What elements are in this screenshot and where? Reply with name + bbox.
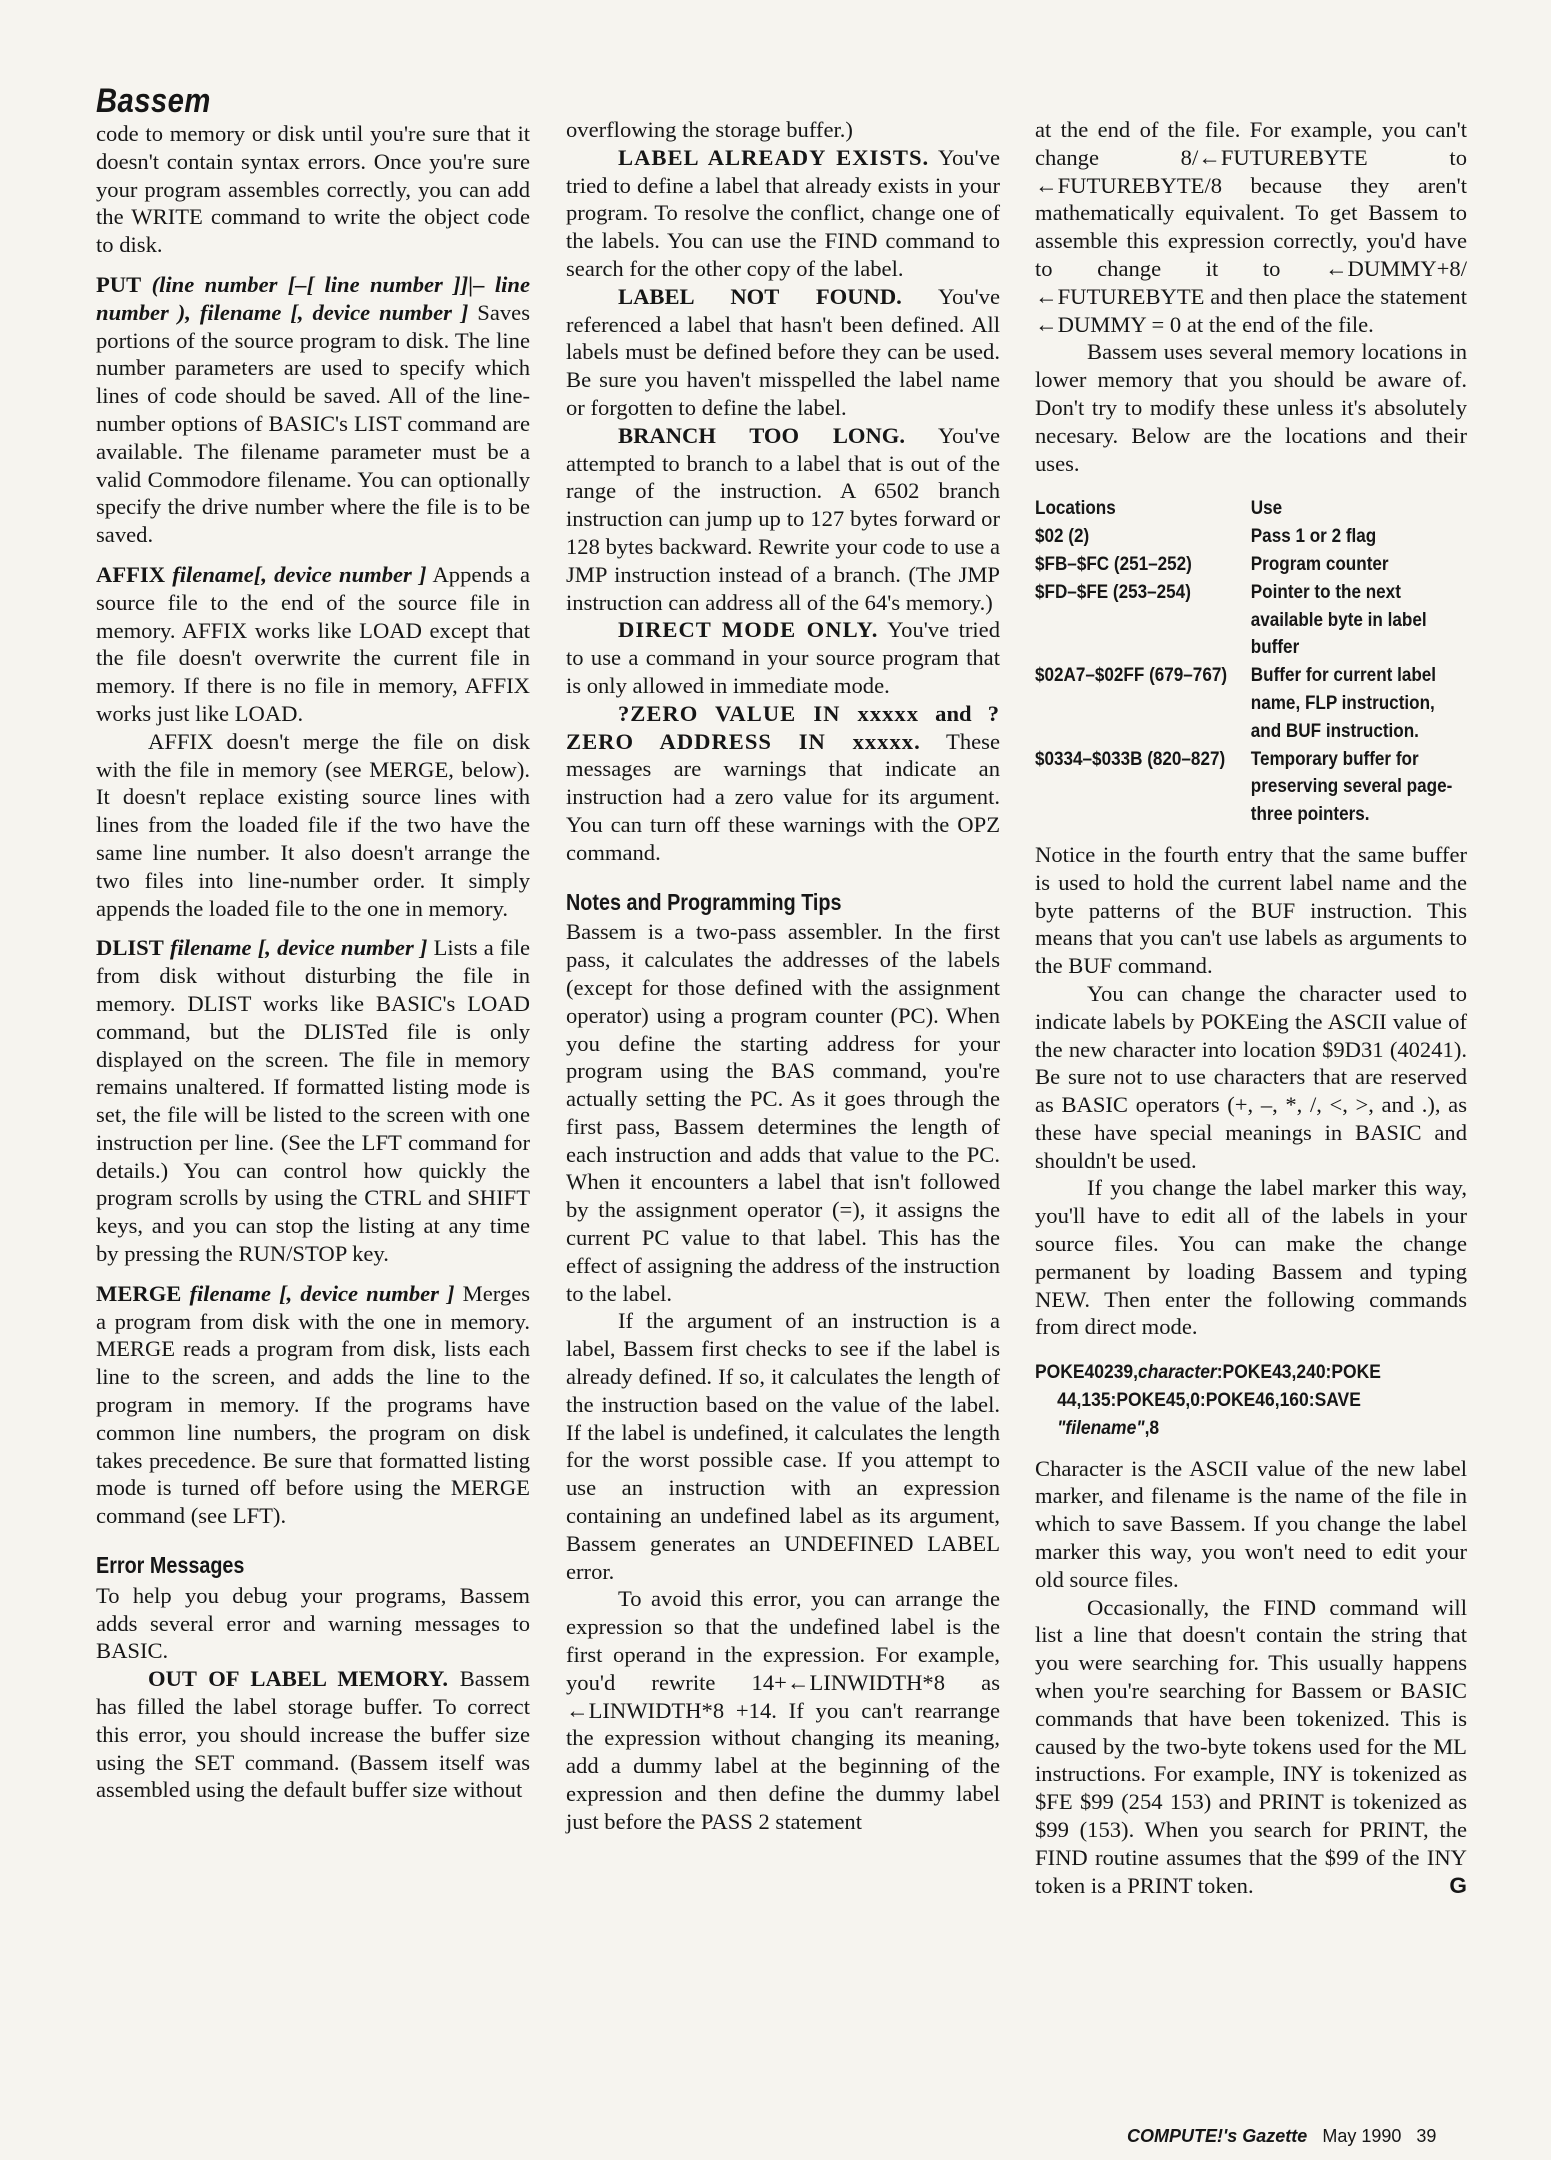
page-footer (1127, 2126, 1436, 2147)
error-label: ?ZERO ADDRESS IN xxxxx. (566, 700, 1000, 754)
table-row (1035, 662, 1467, 745)
command-desc: Lists a file from disk without disturbing the file in memory. DLIST works like BASIC's LOAD command, but the DLISTed file is only displayed on the screen. The file in memory remains unaltered. If formatted listing mode is set, the file will be listed to the screen with one instruction per line. (See the LFT command for details.) You can control how quickly the program scrolls by using the CTRL and SHIFT keys, and you can stop the listing at any time by pressing the RUN/STOP key. (96, 935, 530, 1267)
column-1 (96, 120, 530, 1804)
location-cell: $FB–$FC (251–252) (1035, 553, 1192, 575)
error-label: DIRECT MODE ONLY. (618, 617, 879, 643)
table-header: Use (1250, 498, 1283, 520)
command-name: MERGE (96, 1280, 182, 1306)
affix-entry (96, 561, 530, 728)
paragraph: Bassem is a two-pass assembler. In the first pass, it calculates the addresses of the labels (except for those defined with the assignment operator) using a program counter (PC). When you define the starting address for your program using the BAS command, you're actually setting the PC. As it goes through the first pass, Bassem determines the length of each instruction and adds that value to the PC. When it encounters a label that isn't followed by the assignment operator (=), it assigns the current PC value to that label. This has the effect of assigning the address of the instruction to the label. (566, 919, 1000, 1306)
table-header: Locations (1035, 498, 1116, 520)
command-args: filename [, device number ] (189, 1280, 455, 1306)
use-cell: Pointer to the next available byte in label buffer (1250, 581, 1427, 659)
code-line (1035, 1359, 1464, 1387)
error-desc: You've referenced a label that hasn't been defined. All labels must be defined before they can be used. Be sure you haven't misspelled the label name or forgotten to define the label. (566, 283, 1001, 420)
command-args: filename [, device number ] (170, 935, 428, 961)
error-entry (566, 422, 1000, 617)
command-name: AFFIX (96, 561, 166, 587)
poke-code-listing (1035, 1359, 1464, 1442)
page-number: 39 (1416, 2126, 1437, 2146)
paragraph-text: Occasionally, the FIND command will list a line that doesn't contain the string that you were searching for. This usually happens when you're searching for Bassem or BASIC commands that have been tokenized. This is caused by the two-byte tokens used for the ML instructions. For example, INY is tokenized as $FE $99 (254 153) and PRINT is tokenized as $99 (153). When you search for PRINT, the FIND routine assumes that the $99 of the INY token is a PRINT token. (1035, 1594, 1467, 1898)
merge-entry (96, 1280, 530, 1530)
error-label: ?ZERO VALUE IN xxxxx (618, 700, 920, 726)
paragraph: To help you debug your programs, Bassem adds several error and warning messages to BASIC. (96, 1582, 530, 1664)
table-row (1035, 579, 1467, 662)
error-entry (96, 1665, 530, 1804)
paragraph: AFFIX doesn't merge the file on disk with the file in memory (see MERGE, below). It doesn't replace existing source lines with lines from the loaded file if the two have the same line number. It also doesn't arrange the two files into line-number order. It simply appends the loaded file to the one in memory. (96, 728, 530, 921)
dlist-entry (96, 934, 530, 1268)
code-text: POKE40239, (1035, 1362, 1139, 1384)
use-cell: Program counter (1250, 553, 1389, 575)
use-cell: Buffer for current label name, FLP instruction, and BUF instruction. (1250, 665, 1437, 742)
location-cell: $02 (2) (1035, 526, 1090, 548)
table-header-row (1035, 495, 1467, 523)
command-desc: Merges a program from disk with the one in memory. MERGE reads a program from disk, lists each line to the screen, and adds the line to the program in memory. If the programs have common line numbers, the program on disk takes precedence. Be sure that formatted listing mode is turned off before using the MERGE command (see LFT). (96, 1280, 531, 1529)
error-and: and (919, 700, 988, 726)
table-row (1035, 523, 1467, 551)
location-cell: $02A7–$02FF (679–767) (1035, 665, 1228, 687)
column-2 (566, 116, 1000, 1836)
paragraph: overflowing the storage buffer.) (566, 117, 853, 142)
error-desc: You've attempted to branch to a label that is out of the range of the instruction. A 6502 branch instruction can jump up to 127 bytes forward or 128 bytes backward. Rewrite your code to use a JMP instruction instead of a branch. (The JMP instruction can address all of the 64's memory.) (566, 422, 1000, 615)
location-cell: $0334–$033B (820–827) (1035, 748, 1226, 770)
notes-heading: Notes and Programming Tips (566, 888, 842, 915)
command-desc: Saves portions of the source program to disk. The line number parameters are used to specify which lines of code should be saved. All of the line-number options of BASIC's LIST command are available. The filename parameter must be a valid Commodore filename. You can optionally specify the drive number where the file is to be saved. (96, 299, 530, 548)
code-param: character (1138, 1362, 1217, 1384)
code-line (1035, 1415, 1464, 1443)
command-args: filename[, device number ] (172, 561, 427, 587)
column-3 (1035, 116, 1467, 1899)
error-label: OUT OF LABEL MEMORY. (148, 1666, 449, 1692)
error-desc: Bassem has filled the label storage buffer. To correct this error, you should increase the buffer size using the SET command. (Bassem itself was assembled using the default buffer size without (96, 1666, 531, 1803)
paragraph: To avoid this error, you can arrange the expression so that the undefined label is the first operand in the expression. For example, you'd rewrite 14+←LINWIDTH*8 as ←LINWIDTH*8 +14. If you can't rearrange the expression without changing its meaning, add a dummy label at the beginning of the expression and then define the dummy label just before the PASS 2 statement (566, 1586, 1000, 1834)
paragraph: You can change the character used to indicate labels by POKEing the ASCII value of the new character into location $9D31 (40241). Be sure not to use characters that are reserved as BASIC operators (+, –, *, /, <, >, and .), as these have special meanings in BASIC and shouldn't be used. (1035, 980, 1467, 1173)
paragraph: at the end of the file. For example, you can't change 8/←FUTUREBYTE to ←FUTUREBYTE/8 because they aren't mathematically equivalent. To get Bassem to assemble this expression correctly, you'd have to change it to ←DUMMY+8/←FUTUREBYTE and then place the statement ←DUMMY = 0 at the end of the file. (1035, 117, 1467, 337)
code-text: ,8 (1144, 1417, 1160, 1439)
use-cell: Pass 1 or 2 flag (1250, 526, 1377, 548)
paragraph: Character is the ASCII value of the new label marker, and filename is the name of the file in which to save Bassem. If you change the label marker this way, you won't need to edit your old source files. (1035, 1455, 1467, 1592)
code-param: "filename" (1057, 1417, 1145, 1439)
error-entry (566, 700, 1000, 867)
code-line: 44,135:POKE45,0:POKE46,160:SAVE (1057, 1390, 1361, 1412)
error-label: LABEL ALREADY EXISTS. (618, 144, 930, 170)
code-text: :POKE43,240:POKE (1216, 1362, 1381, 1384)
table-row (1035, 551, 1467, 579)
error-label: BRANCH TOO LONG. (618, 422, 906, 448)
paragraph: code to memory or disk until you're sure that it doesn't contain syntax errors. Once you're sure your program assembles correctly, you can add the WRITE command to write the object code to disk. (96, 121, 530, 258)
error-entry (566, 283, 1000, 422)
section-title: Bassem (96, 82, 211, 120)
command-desc: Appends a source file to the end of the source file in memory. AFFIX works like LOAD except that the file doesn't overwrite the current file in memory. If there is no file in memory, AFFIX works just like LOAD. (96, 561, 530, 726)
command-name: DLIST (96, 935, 164, 961)
error-entry (566, 144, 1000, 283)
end-mark: G (1449, 1872, 1467, 1898)
issue-date: May 1990 (1322, 2126, 1402, 2146)
paragraph: If the argument of an instruction is a label, Bassem first checks to see if the label is already defined. If so, it calculates the length of the instruction based on the value of the label. If the label is undefined, it calculates the length for the worst possible case. If you attempt to use an instruction with an expression containing an undefined label as its argument, Bassem generates an UNDEFINED LABEL error. (566, 1308, 1000, 1584)
put-entry (96, 271, 530, 549)
magazine-name: COMPUTE!'s Gazette (1127, 2126, 1308, 2146)
use-cell: Temporary buffer for preserving several page-three pointers. (1250, 748, 1453, 826)
error-messages-heading: Error Messages (96, 1552, 245, 1579)
error-desc: These messages are warnings that indicate an instruction had a zero value for its argument. You can turn off these warnings with the OPZ command. (566, 728, 1000, 865)
error-desc: You've tried to use a command in your source program that is only allowed in immediate mode. (566, 617, 1000, 698)
paragraph: If you change the label marker this way, you'll have to edit all of the labels in your source files. You can make the change permanent by loading Bassem and typing NEW. Then enter the following commands from direct mode. (1035, 1175, 1467, 1340)
command-args: (line number [–[ line number ]]|– line number ), filename [, device number ] (96, 271, 531, 325)
error-label: LABEL NOT FOUND. (618, 283, 902, 309)
table-row (1035, 746, 1467, 829)
memory-locations-table (1035, 495, 1467, 829)
error-entry (566, 616, 1000, 699)
location-cell: $FD–$FE (253–254) (1035, 581, 1191, 603)
error-desc: You've tried to define a label that already exists in your program. To resolve the conflict, change one of the labels. You can use the FIND command to search for the other copy of the label. (566, 144, 1000, 281)
paragraph (1035, 1594, 1467, 1900)
command-name: PUT (96, 271, 142, 297)
paragraph: Notice in the fourth entry that the same buffer is used to hold the current label name and the byte patterns of the BUF instruction. This means that you can't use labels as arguments to the BUF command. (1035, 841, 1467, 979)
paragraph: Bassem uses several memory locations in lower memory that you should be aware of. Don't try to modify these unless it's absolutely necesary. Below are the locations and their uses. (1035, 339, 1467, 476)
